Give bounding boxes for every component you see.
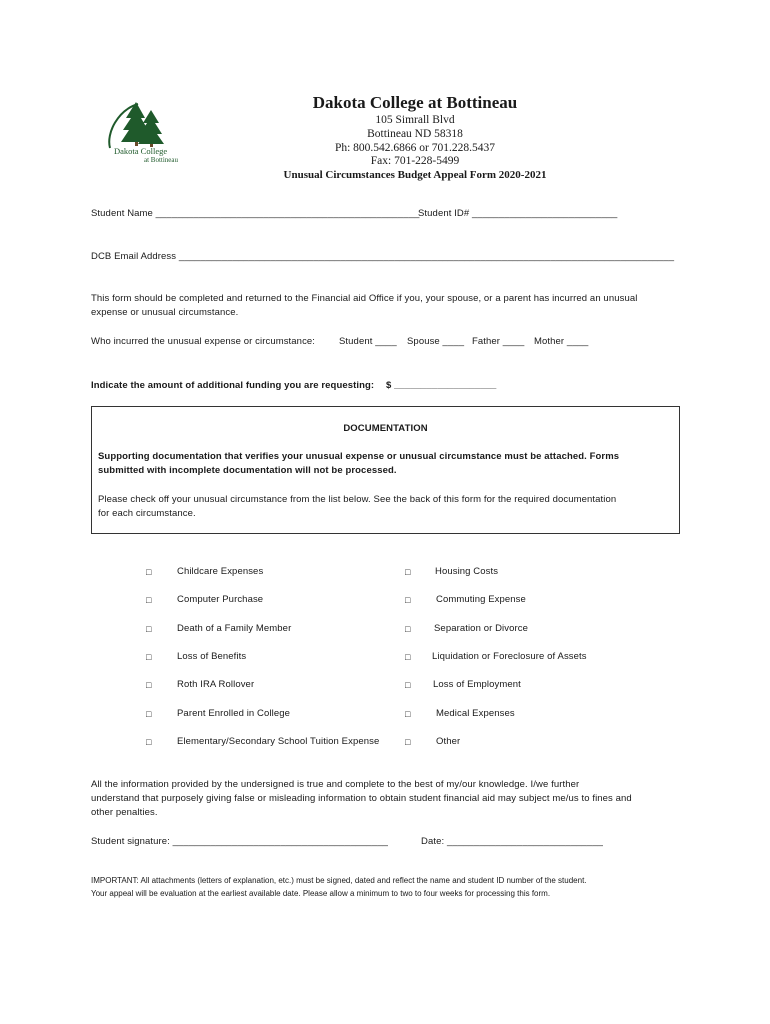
who-spouse-option[interactable]: Spouse ____ xyxy=(407,336,465,347)
logo-line1: Dakota College xyxy=(114,146,168,156)
important-line2: Your appeal will be evaluation at the earliest available date. Please allow a minimum to two to four weeks for processing this form. xyxy=(91,889,551,898)
checkbox-right[interactable]: □ xyxy=(405,680,411,690)
who-father-option[interactable]: Father ____ xyxy=(472,336,525,347)
checkbox-left[interactable]: □ xyxy=(146,737,152,747)
checkbox-right[interactable]: □ xyxy=(405,595,411,605)
certification-line3: other penalties. xyxy=(91,807,158,818)
circumstance-label-right: Liquidation or Foreclosure of Assets xyxy=(432,651,587,662)
checkbox-right[interactable]: □ xyxy=(405,567,411,577)
form-title: Unusual Circumstances Budget Appeal Form 2020-2021 xyxy=(283,169,547,181)
checkbox-left[interactable]: □ xyxy=(146,680,152,690)
checkbox-left[interactable]: □ xyxy=(146,595,152,605)
checkbox-right[interactable]: □ xyxy=(405,709,411,719)
important-line1: IMPORTANT: All attachments (letters of explanation, etc.) must be signed, dated and reflect the name and student ID number of the student. xyxy=(91,876,587,885)
circumstance-label-left: Death of a Family Member xyxy=(177,623,292,634)
who-student-option[interactable]: Student ____ xyxy=(339,336,397,347)
logo-line2: at Bottineau xyxy=(144,156,179,164)
checkbox-left[interactable]: □ xyxy=(146,709,152,719)
address-line2: Bottineau ND 58318 xyxy=(367,128,463,140)
student-name-field[interactable]: Student Name _________________________________________________ xyxy=(91,208,420,219)
student-signature-field[interactable]: Student signature: ________________________________________ xyxy=(91,836,388,847)
address-line1: 105 Simrall Blvd xyxy=(375,114,455,126)
circumstance-label-left: Childcare Expenses xyxy=(177,566,264,577)
documentation-bold-line2: submitted with incomplete documentation will not be processed. xyxy=(98,465,397,476)
checkbox-right[interactable]: □ xyxy=(405,624,411,634)
date-field[interactable]: Date: _____________________________ xyxy=(421,836,604,847)
documentation-line2: for each circumstance. xyxy=(98,508,196,519)
circumstance-label-left: Computer Purchase xyxy=(177,594,264,605)
checkbox-left[interactable]: □ xyxy=(146,652,152,662)
who-mother-option[interactable]: Mother ____ xyxy=(534,336,589,347)
circumstance-label-left: Loss of Benefits xyxy=(177,651,247,662)
circumstance-label-right: Separation or Divorce xyxy=(434,623,528,634)
circumstance-label-right: Loss of Employment xyxy=(433,679,521,690)
documentation-bold-line1: Supporting documentation that verifies your unusual expense or unusual circumstance must be attached. Forms xyxy=(98,451,620,462)
certification-line1: All the information provided by the undersigned is true and complete to the best of my/our knowledge. I/we further xyxy=(91,779,580,790)
checkbox-left[interactable]: □ xyxy=(146,567,152,577)
circumstance-label-left: Roth IRA Rollover xyxy=(177,679,255,690)
intro-line1: This form should be completed and returned to the Financial aid Office if you, your spouse, or a parent has incurred an unusual xyxy=(91,293,638,304)
fax: Fax: 701-228-5499 xyxy=(370,155,460,167)
funding-amount-field[interactable]: $ ___________________ xyxy=(386,380,497,391)
circumstance-label-left: Elementary/Secondary School Tuition Expense xyxy=(177,736,380,747)
who-incurred-label: Who incurred the unusual expense or circumstance: xyxy=(91,336,316,347)
circumstance-label-right: Medical Expenses xyxy=(436,708,515,719)
student-id-field[interactable]: Student ID# ___________________________ xyxy=(418,208,618,219)
checkbox-right[interactable]: □ xyxy=(405,737,411,747)
email-field[interactable]: DCB Email Address ____________________________________________________________________________________________ xyxy=(91,251,675,262)
circumstance-label-left: Parent Enrolled in College xyxy=(177,708,290,719)
intro-line2: expense or unusual circumstance. xyxy=(91,307,239,318)
certification-line2: understand that purposely giving false or misleading information to obtain student financial aid may subject me/us to fines and xyxy=(91,793,632,804)
circumstance-label-right: Other xyxy=(436,736,461,747)
college-logo xyxy=(104,98,194,170)
college-name: Dakota College at Bottineau xyxy=(312,93,518,112)
documentation-line1: Please check off your unusual circumstance from the list below. See the back of this form for the required documentation xyxy=(98,494,617,505)
checkbox-left[interactable]: □ xyxy=(146,624,152,634)
circumstance-label-right: Housing Costs xyxy=(435,566,499,577)
checkbox-right[interactable]: □ xyxy=(405,652,411,662)
circumstance-label-right: Commuting Expense xyxy=(436,594,526,605)
documentation-heading: DOCUMENTATION xyxy=(343,423,428,434)
phone: Ph: 800.542.6866 or 701.228.5437 xyxy=(334,142,496,154)
funding-label: Indicate the amount of additional funding you are requesting: xyxy=(91,380,375,391)
